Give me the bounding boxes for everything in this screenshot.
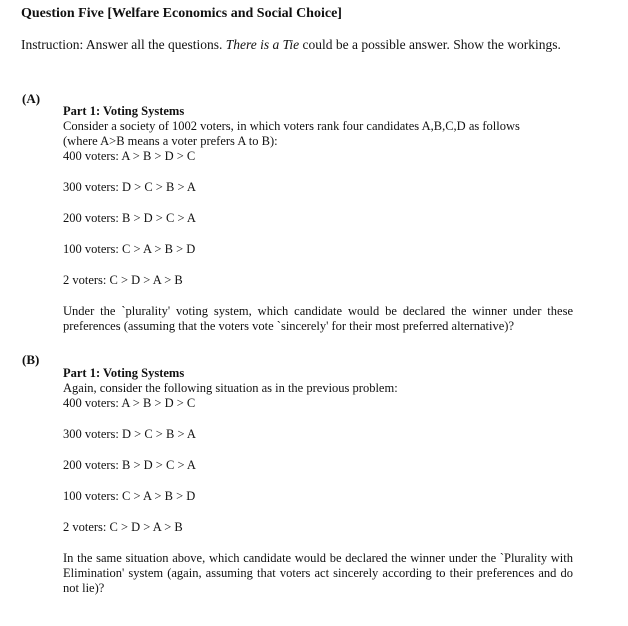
voter-group: 400 voters: A > B > D > C	[63, 149, 196, 163]
section-b-intro-line: Again, consider the following situation as in the previous problem:	[63, 381, 398, 395]
voter-group: 300 voters: D > C > B > A	[63, 180, 196, 194]
section-a-label: (A)	[22, 91, 41, 106]
voter-group: 100 voters: C > A > B > D	[63, 242, 196, 256]
section-a-body	[63, 104, 573, 334]
question-title: Question Five [Welfare Economics and Social Choice]	[21, 6, 342, 21]
section-a-question: Under the `plurality' voting system, which candidate would be declared the winner under these preferences (assuming that the voters vote `sincerely' for their most preferred alternative)?	[63, 304, 573, 333]
section-b-body	[63, 366, 573, 596]
instruction-text	[21, 36, 573, 54]
instruction-prefix: Instruction: Answer all the questions.	[21, 37, 226, 52]
voter-group: 100 voters: C > A > B > D	[63, 489, 196, 503]
instruction-italic: There is a Tie	[225, 37, 300, 52]
voter-group: 200 voters: B > D > C > A	[63, 211, 196, 225]
voter-group: 2 voters: C > D > A > B	[63, 273, 183, 287]
voter-group: 2 voters: C > D > A > B	[63, 520, 183, 534]
instruction-suffix: could be a possible answer. Show the workings.	[299, 37, 561, 52]
section-a-intro-line: Consider a society of 1002 voters, in which voters rank four candidates A,B,C,D as follows	[63, 119, 520, 133]
section-b-part-title: Part 1: Voting Systems	[63, 366, 185, 380]
voter-group: 300 voters: D > C > B > A	[63, 427, 196, 441]
section-a-part-title: Part 1: Voting Systems	[63, 104, 185, 118]
voter-group: 400 voters: A > B > D > C	[63, 396, 196, 410]
voter-group: 200 voters: B > D > C > A	[63, 458, 196, 472]
section-b-label: (B)	[22, 352, 40, 367]
section-b-question: In the same situation above, which candidate would be declared the winner under the `Plurality with Elimination' system (again, assuming that voters act sincerely according to their preferences and do not lie)?	[63, 551, 573, 595]
section-a-intro-line: (where A>B means a voter prefers A to B):	[63, 134, 278, 148]
